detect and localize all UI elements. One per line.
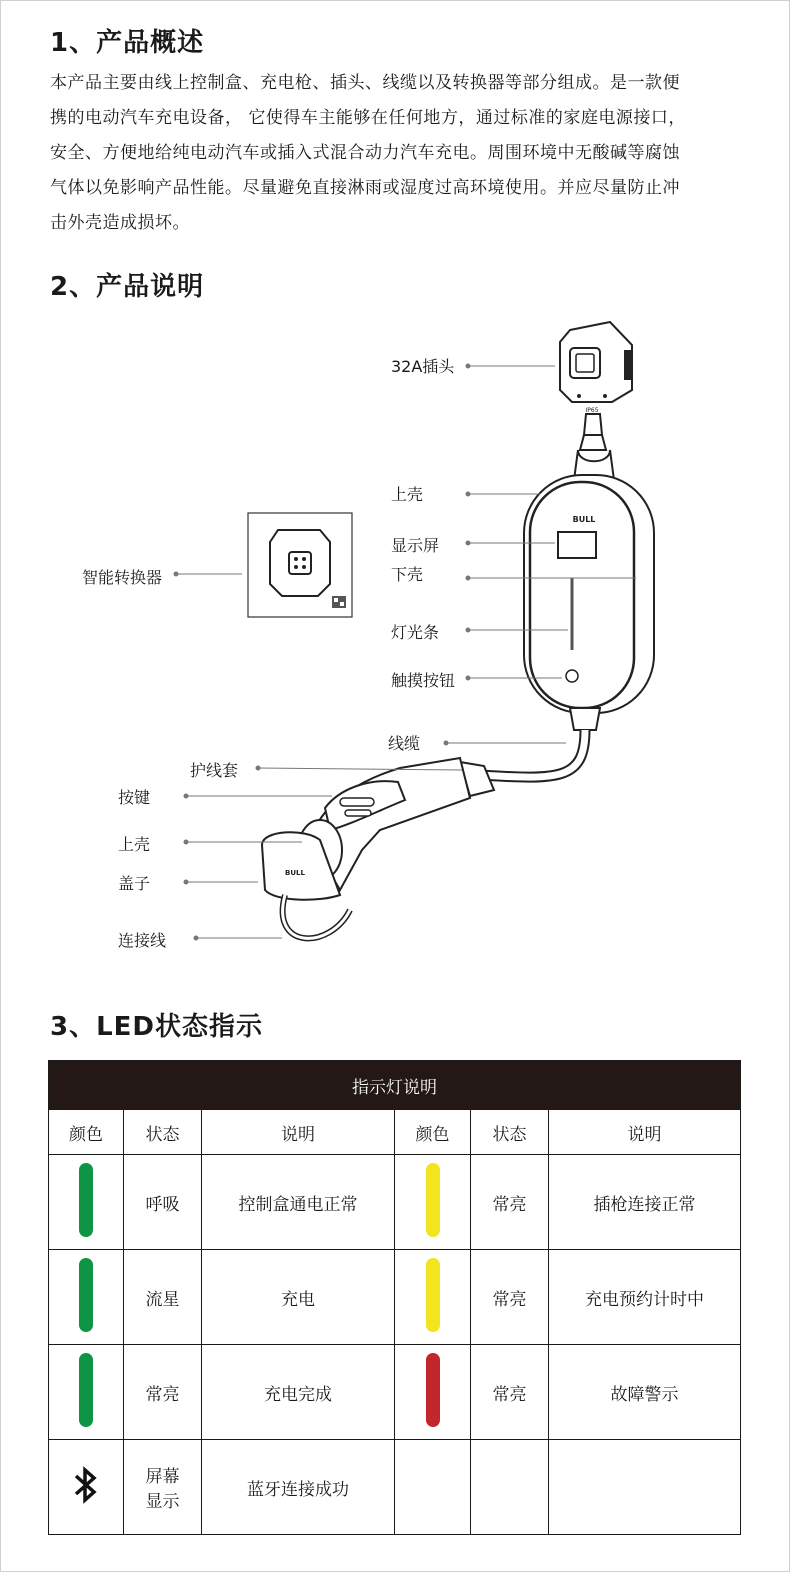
table-row bbox=[49, 1250, 741, 1345]
state-cell: 呼吸 bbox=[124, 1155, 202, 1250]
plug-rating-mark: IP65 bbox=[585, 407, 599, 414]
label-touch-button: 触摸按钮 bbox=[391, 671, 456, 690]
table-header-row bbox=[49, 1110, 741, 1155]
smart-adapter-illustration bbox=[248, 513, 352, 617]
header-color: 颜色 bbox=[49, 1110, 124, 1155]
state-cell: 常亮 bbox=[124, 1345, 202, 1440]
plug-illustration bbox=[560, 322, 632, 450]
header-color: 颜色 bbox=[395, 1110, 471, 1155]
header-desc: 说明 bbox=[202, 1110, 395, 1155]
overview-line: 安全、方便地给纯电动汽车或插入式混合动力汽车充电。周围环境中无酸碱等腐蚀 bbox=[50, 143, 680, 163]
label-lanyard: 连接线 bbox=[118, 931, 167, 950]
overview-paragraph bbox=[50, 66, 750, 241]
label-adapter: 智能转换器 bbox=[82, 568, 163, 587]
label-plug: 32A插头 bbox=[391, 357, 455, 376]
table-title: 指示灯说明 bbox=[49, 1061, 741, 1110]
state-cell: 常亮 bbox=[471, 1155, 549, 1250]
state-line: 显示 bbox=[145, 1492, 180, 1512]
header-state: 状态 bbox=[124, 1110, 202, 1155]
label-cover: 盖子 bbox=[118, 874, 151, 893]
table-row bbox=[49, 1155, 741, 1250]
label-upper-shell-gun: 上壳 bbox=[118, 835, 151, 854]
led-status-table bbox=[48, 1060, 741, 1535]
led-indicator-red bbox=[426, 1353, 440, 1427]
empty-cell bbox=[471, 1440, 549, 1535]
section-title-overview: 1、产品概述 bbox=[50, 28, 205, 58]
table-row bbox=[49, 1440, 741, 1535]
desc-cell: 蓝牙连接成功 bbox=[202, 1440, 395, 1535]
label-key: 按键 bbox=[118, 788, 151, 807]
led-indicator-green bbox=[79, 1353, 93, 1427]
state-cell bbox=[124, 1440, 202, 1535]
overview-line: 气体以免影响产品性能。尽量避免直接淋雨或湿度过高环境使用。并应尽量防止冲 bbox=[50, 178, 680, 198]
led-indicator-yellow bbox=[426, 1163, 440, 1237]
label-cable-guard: 护线套 bbox=[190, 761, 239, 780]
label-upper-shell-box: 上壳 bbox=[391, 485, 424, 504]
desc-cell: 控制盒通电正常 bbox=[202, 1155, 395, 1250]
overview-line: 本产品主要由线上控制盒、充电枪、插头、线缆以及转换器等部分组成。是一款便 bbox=[50, 73, 680, 93]
overview-line: 携的电动汽车充电设备， 它使得车主能够在任何地方，通过标准的家庭电源接口， bbox=[50, 108, 686, 128]
empty-cell bbox=[395, 1440, 471, 1535]
state-cell: 常亮 bbox=[471, 1250, 549, 1345]
state-cell: 流星 bbox=[124, 1250, 202, 1345]
desc-cell: 充电预约计时中 bbox=[549, 1250, 741, 1345]
brand-logo-cover: BULL bbox=[285, 869, 305, 877]
label-light-bar: 灯光条 bbox=[391, 623, 440, 642]
section-title-description: 2、产品说明 bbox=[50, 272, 205, 302]
led-indicator-yellow bbox=[426, 1258, 440, 1332]
label-cable: 线缆 bbox=[388, 734, 421, 753]
section-title-led: 3、LED状态指示 bbox=[50, 1012, 264, 1042]
header-state: 状态 bbox=[471, 1110, 549, 1155]
header-desc: 说明 bbox=[549, 1110, 741, 1155]
label-display: 显示屏 bbox=[391, 536, 440, 555]
desc-cell: 故障警示 bbox=[549, 1345, 741, 1440]
desc-cell: 充电完成 bbox=[202, 1345, 395, 1440]
table-row bbox=[49, 1345, 741, 1440]
desc-cell: 充电 bbox=[202, 1250, 395, 1345]
charging-gun-illustration bbox=[262, 758, 494, 938]
led-indicator-green bbox=[79, 1258, 93, 1332]
state-line: 屏幕 bbox=[145, 1467, 180, 1487]
label-lower-shell: 下壳 bbox=[391, 565, 424, 584]
state-cell: 常亮 bbox=[471, 1345, 549, 1440]
brand-logo-box: BULL bbox=[572, 515, 596, 524]
bluetooth-icon bbox=[73, 1465, 99, 1505]
control-box-illustration bbox=[524, 450, 654, 730]
overview-line: 击外壳造成损坏。 bbox=[50, 213, 190, 233]
led-indicator-green bbox=[79, 1163, 93, 1237]
empty-cell bbox=[549, 1440, 741, 1535]
desc-cell: 插枪连接正常 bbox=[549, 1155, 741, 1250]
